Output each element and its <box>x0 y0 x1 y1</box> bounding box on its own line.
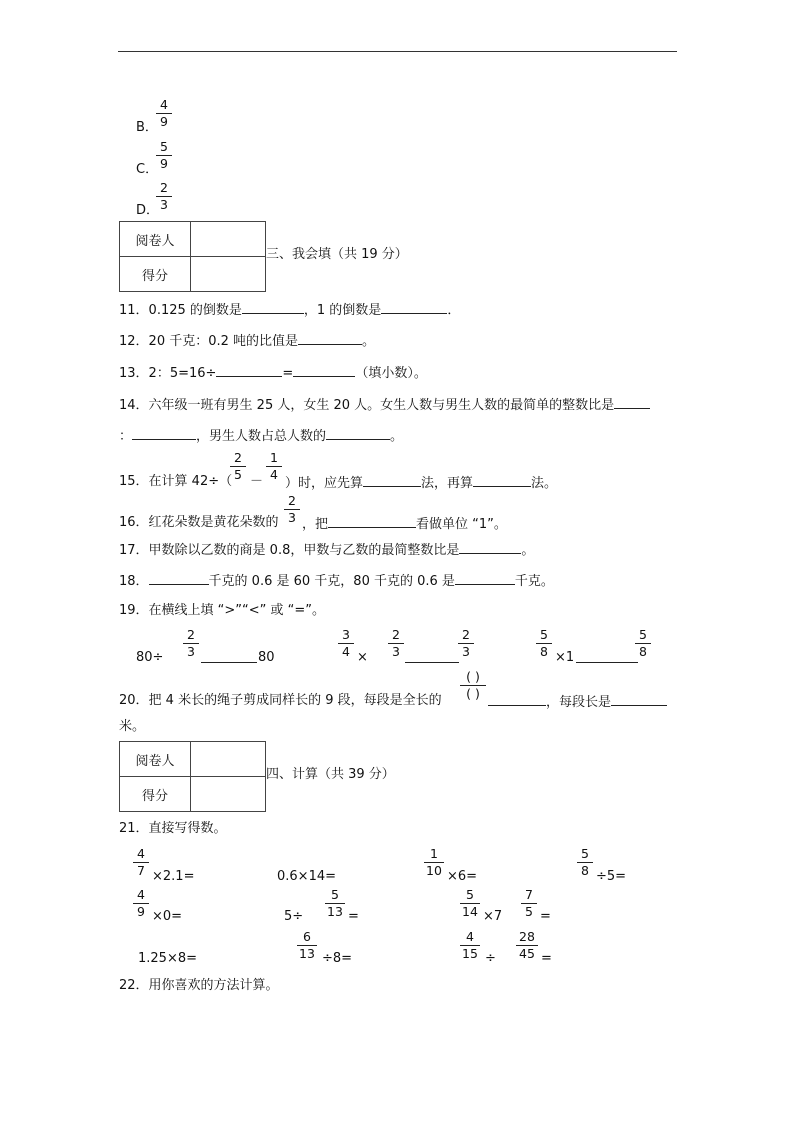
section3-title: 三、我会填（共 19 分） <box>266 247 408 262</box>
q19-c3-fraction-1: 5 8 <box>536 628 552 659</box>
q19-c3-op: ×1 <box>555 650 575 665</box>
q21-r2b-text: 5÷ <box>284 909 304 924</box>
question-18: 18． 千克的 0.6 是 60 千克，80 千克的 0.6 是 千克。 <box>119 574 554 589</box>
q19-c2-fraction-2: 2 3 <box>388 628 404 659</box>
score-table-section3 <box>119 221 266 292</box>
score-label: 得分 <box>120 777 191 812</box>
question-16-start: 16．红花朵数是黄花朵数的 <box>119 515 279 530</box>
reviewer-cell <box>191 222 266 257</box>
q21-r2c-text: ×7 <box>483 909 503 924</box>
score-cell <box>191 257 266 292</box>
q15-fraction-2: 1 4 <box>266 451 282 482</box>
q19-c1-blank <box>201 650 257 668</box>
q21-r2a-text: ×0= <box>152 909 183 924</box>
question-11: 11．0.125 的倒数是 ，1 的倒数是 ． <box>119 303 461 318</box>
score-cell <box>191 777 266 812</box>
q19-c2-op: × <box>357 650 368 665</box>
question-21-title: 21．直接写得数。 <box>119 821 227 836</box>
question-19-title: 19．在横线上填 “>”“<” 或 “=”。 <box>119 603 326 618</box>
q15-fraction-1: 2 5 <box>230 451 246 482</box>
question-14-line2: ： ，男生人数占总人数的 。 <box>119 429 404 444</box>
reviewer-label: 阅卷人 <box>120 222 191 257</box>
q21-r3d-text: = <box>541 951 552 966</box>
option-b-fraction: 4 9 <box>156 98 172 129</box>
q21-r3d-fraction: 28 45 <box>516 930 538 961</box>
q21-r1c-fraction: 1 10 <box>424 847 444 878</box>
q21-r2a-fraction: 4 9 <box>133 888 149 919</box>
q19-c2-fraction-3: 2 3 <box>458 628 474 659</box>
q19-c1-prefix: 80÷ <box>136 650 164 665</box>
question-22-title: 22．用你喜欢的方法计算。 <box>119 978 279 993</box>
reviewer-label: 阅卷人 <box>120 742 191 777</box>
q21-r3b-text: ÷8= <box>322 951 353 966</box>
question-15-end: ）时，应先算 法，再算 法。 <box>285 476 558 491</box>
question-17: 17．甲数除以乙数的商是 0.8，甲数与乙数的最简整数比是 。 <box>119 543 535 558</box>
option-c-fraction: 5 9 <box>156 140 172 171</box>
score-table-section4 <box>119 741 266 812</box>
q21-r3a-text: 1.25×8= <box>138 951 198 966</box>
q21-r1c-text: ×6= <box>447 869 478 884</box>
q21-r2d-fraction: 7 5 <box>521 888 537 919</box>
q21-r3c-fraction: 4 15 <box>460 930 480 961</box>
question-12: 12．20 千克：0.2 吨的比值是 。 <box>119 334 376 349</box>
q19-c2-blank <box>405 650 459 668</box>
question-16-end: ，把 看做单位 “1”。 <box>302 517 507 532</box>
option-d-fraction: 2 3 <box>156 181 172 212</box>
q20-fraction: ( ) ( ) <box>460 670 486 701</box>
question-20-start: 20．把 4 米长的绳子剪成同样长的 9 段，每段是全长的 <box>119 693 442 708</box>
section4-title: 四、计算（共 39 分） <box>266 767 395 782</box>
q21-r2c-fraction: 5 14 <box>460 888 480 919</box>
question-20-middle: ，每段长是 <box>488 693 667 711</box>
q19-c1-fraction: 2 3 <box>183 628 199 659</box>
q15-minus: － <box>250 474 264 489</box>
q21-r1a-fraction: 4 7 <box>133 847 149 878</box>
q21-r1a-text: ×2.1= <box>152 869 195 884</box>
q21-r3c-text: ÷ <box>485 951 496 966</box>
q21-r1b-text: 0.6×14= <box>277 869 337 884</box>
header-rule <box>118 51 677 52</box>
q19-c2-fraction-1: 3 4 <box>338 628 354 659</box>
q19-c1-right: 80 <box>258 650 275 665</box>
option-b-letter: B． <box>136 120 158 135</box>
q21-r2b-fraction: 5 13 <box>325 888 345 919</box>
question-14-line1: 14．六年级一班有男生 25 人，女生 20 人。女生人数与男生人数的最简单的整数比是 <box>119 396 650 414</box>
q21-r3b-fraction: 6 13 <box>297 930 317 961</box>
q21-r1d-text: ÷5= <box>596 869 627 884</box>
question-13: 13．2：5=16÷ = （填小数）。 <box>119 366 427 381</box>
option-c-letter: C． <box>136 162 159 177</box>
q21-r2b-equals: = <box>348 909 359 924</box>
q16-fraction: 2 3 <box>284 494 300 525</box>
q21-r2d-text: = <box>540 909 551 924</box>
question-20-end: 米。 <box>119 719 146 734</box>
option-d-letter: D． <box>136 203 160 218</box>
score-label: 得分 <box>120 257 191 292</box>
q19-c3-fraction-2: 5 8 <box>635 628 651 659</box>
question-15-start: 15．在计算 42÷（ <box>119 474 233 489</box>
reviewer-cell <box>191 742 266 777</box>
q21-r1d-fraction: 5 8 <box>577 847 593 878</box>
q19-c3-blank <box>576 650 638 668</box>
